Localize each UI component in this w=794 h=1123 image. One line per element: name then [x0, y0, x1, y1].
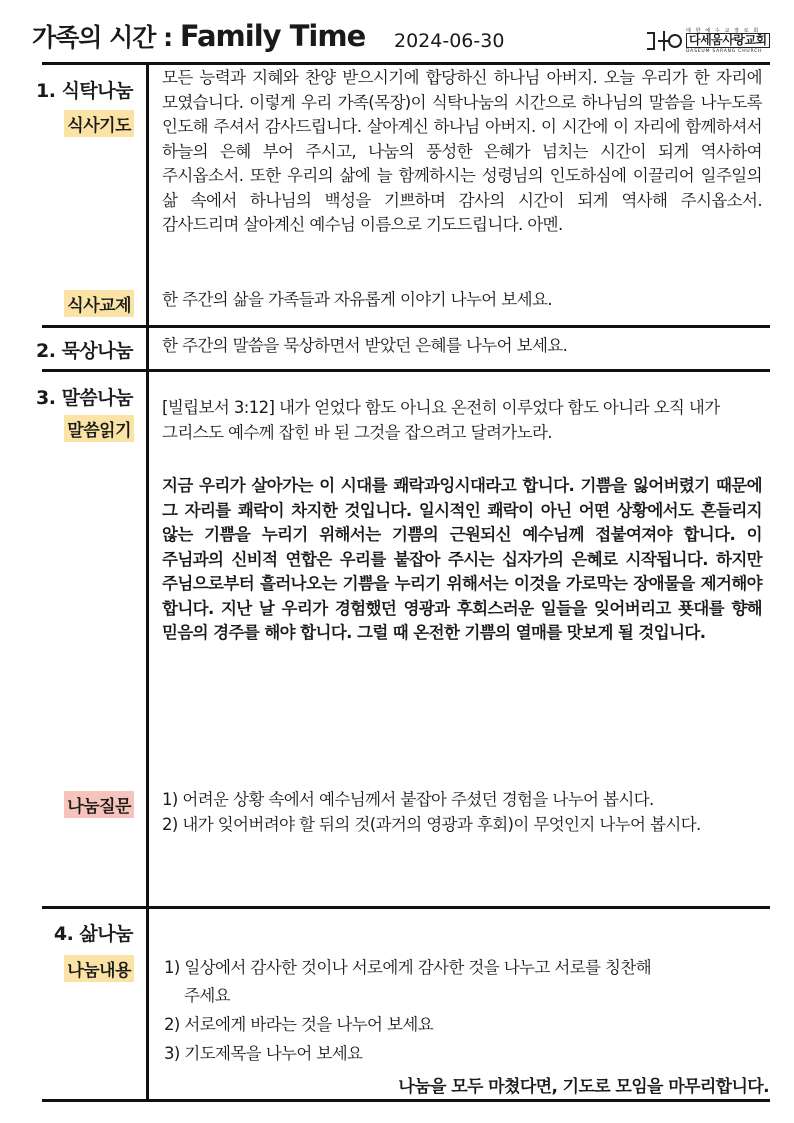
life-item: 3) 기도제목을 나누어 보세요	[164, 1044, 363, 1063]
logo-church-name: 다세움사랑교회	[686, 33, 770, 48]
page-date: 2024-06-30	[394, 30, 505, 52]
church-logo-icon	[645, 29, 683, 53]
top-rule	[42, 62, 770, 65]
life-item: 주세요	[184, 986, 231, 1005]
prayer-label: 식사기도	[64, 110, 134, 137]
logo-top-text: 대 한 예 수 교 장 로 회	[686, 28, 760, 34]
section-3-title: 3. 말씀나눔	[36, 387, 133, 409]
question-item: 2) 내가 잊어버려야 할 뒤의 것(과거의 영광과 후회)이 무엇인지 나누어 봅시다.	[162, 814, 701, 834]
question-item: 1) 어려운 상황 속에서 예수님께서 붙잡아 주셨던 경험을 나누어 봅시다.	[162, 790, 654, 809]
life-item: 2) 서로에게 바라는 것을 나누어 보세요	[164, 1015, 434, 1034]
fellowship-label: 식사교제	[64, 290, 134, 317]
question-label: 나눔질문	[64, 791, 134, 818]
fellowship-text: 한 주간의 삶을 가족들과 자유롭게 이야기 나누어 보세요.	[162, 290, 552, 309]
title-english: Family Time	[179, 19, 366, 53]
closing-instruction: 나눔을 모두 마쳤다면, 기도로 모임을 마무리합니다.	[398, 1077, 769, 1097]
bottom-rule	[42, 1099, 770, 1102]
question-list	[162, 788, 762, 837]
meditation-text: 한 주간의 말씀을 묵상하면서 받았던 은혜를 나누어 보세요.	[162, 336, 568, 355]
section-4-title: 4. 삶나눔	[53, 923, 133, 945]
page-title	[32, 18, 365, 54]
life-item: 1) 일상에서 감사한 것이나 서로에게 감사한 것을 나누고 서로를 칭찬해	[164, 958, 652, 977]
title-korean: 가족의 시간 :	[32, 23, 180, 52]
content-label: 나눔내용	[64, 955, 134, 982]
divider-section-3	[42, 369, 770, 372]
divider-section-4	[42, 906, 770, 909]
church-logo	[645, 26, 773, 56]
logo-subtitle: DASEUM SARANG CHURCH	[686, 49, 763, 54]
prayer-text: 모든 능력과 지혜와 찬양 받으시기에 합당하신 하나님 아버지. 오늘 우리가 한 자리에 모였습니다. 이렇게 우리 가족(목장)이 식탁나눔의 시간으로 하나님의 말씀을 나누도록 인도해 주셔서 감사드립니다. 살아계신 하나님 아버지. 이 시간에 이 자리에 함께하셔서 하늘의 은혜 부어 주시고, 나눔의 풍성한 은혜가 넘치는 시간이 되게 역사하여 주시옵소서. 또한 우리의 삶에 늘 함께하시는 성령님의 인도하심에 이끌리어 일주일의 삶 속에서 하나님의 백성을 기쁘하며 감사의 시간이 되게 역사해 주시옵소서. 감사드리며 살아계신 예수님 이름으로 기도드립니다. 아멘.	[162, 68, 762, 234]
message-text: 지금 우리가 살아가는 이 시대를 쾌락과잉시대라고 합니다. 기쁨을 잃어버렸기 때문에 그 자리를 쾌락이 차지한 것입니다. 일시적인 쾌락이 아닌 어떤 상황에서도 흔들리지 않는 기쁨을 누리기 위해서는 기쁨의 근원되신 예수님께 접붙여져야 합니다. 이 주님과의 신비적 연합은 우리를 붙잡아 주시는 십자가의 은혜로 시작됩니다. 하지만 주님으로부터 흘러나오는 기쁨을 누리기 위해서는 이것을 가로막는 장애물을 제거해야 합니다. 지난 날 우리가 경험했던 영광과 후회스러운 일들을 잊어버리고 푯대를 향해 믿음의 경주를 해야 합니다. 그럴 때 온전한 기쁨의 열매를 맛보게 될 것입니다.	[162, 476, 762, 642]
reading-label: 말씀읽기	[64, 415, 134, 442]
column-divider	[146, 62, 149, 1102]
divider-section-2	[42, 325, 770, 328]
section-2-title: 2. 묵상나눔	[36, 340, 133, 362]
section-1-title: 1. 식탁나눔	[36, 80, 133, 102]
scripture-verse: [빌립보서 3:12] 내가 얻었다 함도 아니요 온전히 이루었다 함도 아니라 오직 내가 그리스도 예수께 잡힌 바 된 그것을 잡으려고 달려가노라.	[162, 398, 720, 442]
